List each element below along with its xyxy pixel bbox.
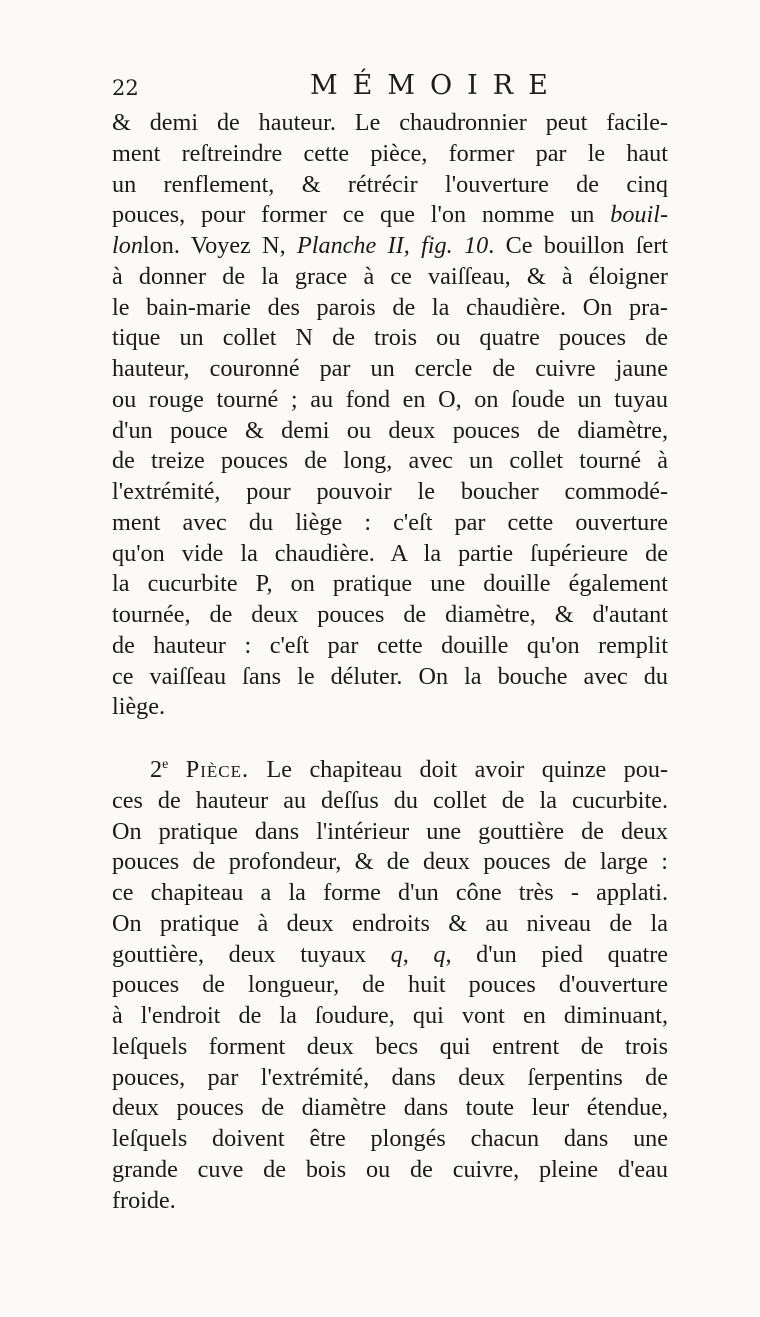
text-line: On pratique dans l'intérieur une gouttière de deux [112,817,668,845]
ordinal-superscript: e [162,756,169,772]
text-line: qu'on vide la chaudière. A la partie ſupérieure de [112,539,668,567]
text-line: ment avec du liège : c'eſt par cette ouverture [112,508,668,536]
text-line: de treize pouces de long, avec un collet tourné à [112,447,668,475]
text-line: liège. [112,693,166,721]
text-line: de hauteur : c'eſt par cette douille qu'on remplit [112,631,668,659]
page-header [112,70,672,106]
text-run: , [402,940,434,968]
italic-letter: q [433,940,446,968]
text-line: deux pouces de diamètre dans toute leur étendue, [112,1094,668,1122]
text-line: grande cuve de bois ou de cuivre, pleine d'eau [112,1155,668,1183]
text-line: ce chapiteau a la forme d'un cône très - applati. [112,879,668,906]
text-line: le bain-marie des parois de la chaudière. On pra- [112,293,668,321]
text-line: leſquels doivent être plongés chacun dans une [112,1125,668,1152]
text-line: leſquels forment deux becs qui entrent de trois [112,1032,668,1060]
text-line: l'extrémité, pour pouvoir le boucher commodé- [112,478,668,505]
text-run: . Ce bouillon ſert [488,232,669,259]
text-line: ment reſtreindre cette pièce, former par le haut [112,139,668,167]
running-title: MÉMOIRE [310,70,563,101]
text-line: pouces de longueur, de huit pouces d'ouverture [112,971,668,999]
text-run: lon. Voyez N, [142,232,297,259]
text-line: ce vaiſſeau ſans le déluter. On la bouche avec du [112,662,668,690]
text-run: gouttière, deux tuyaux [112,940,391,968]
italic-term: bouil- [610,201,668,229]
text-line: & demi de hauteur. Le chaudronnier peut facile- [112,109,668,136]
paragraph-2 [112,755,668,1216]
text-line: froide. [112,1186,176,1214]
text-line: un renflement, & rétrécir l'ouverture de cinq [112,170,668,198]
paragraph-gap [112,723,668,755]
text-line: tique un collet N de trois ou quatre pouces de [112,324,668,352]
text-line: tournée, de deux pouces de diamètre, & d'autant [112,601,668,628]
text-line [112,755,668,786]
text-line: à l'endroit de la ſoudure, qui vont en diminuant, [112,1002,668,1029]
text-line: d'un pouce & demi ou deux pouces de diamètre, [112,416,668,444]
text-run: Le chapiteau doit avoir quinze pou- [249,756,669,783]
text-line [112,231,668,262]
page-number: 22 [112,76,139,100]
text-line: pouces de profondeur, & de deux pouces de large : [112,848,668,876]
text-run: , d'un pied quatre [445,940,668,968]
section-number: 2 [150,756,163,783]
italic-letter: q [390,940,403,968]
section-heading: Pièce. [185,756,250,783]
italic-term: lon [112,232,143,259]
text-line: hauteur, couronné par un cercle de cuivre jaune [112,355,668,382]
body-text [112,108,668,1216]
text-line [112,940,668,971]
text-line [112,200,668,231]
text-line: ces de hauteur au deſſus du collet de la cucurbite. [112,786,668,814]
text-line: à donner de la grace à ce vaiſſeau, & à éloigner [112,262,668,290]
text-line: pouces, par l'extrémité, dans deux ſerpentins de [112,1063,668,1091]
text-line: On pratique à deux endroits & au niveau de la [112,909,668,937]
text-line: ou rouge tourné ; au fond en O, on ſoude un tuyau [112,385,668,413]
paragraph-1 [112,108,668,723]
text-run: pouces, pour former ce que l'on nomme un [112,201,611,229]
figure-reference: Planche II, fig. 10 [297,232,489,259]
text-line: la cucurbite P, on pratique une douille également [112,570,668,598]
